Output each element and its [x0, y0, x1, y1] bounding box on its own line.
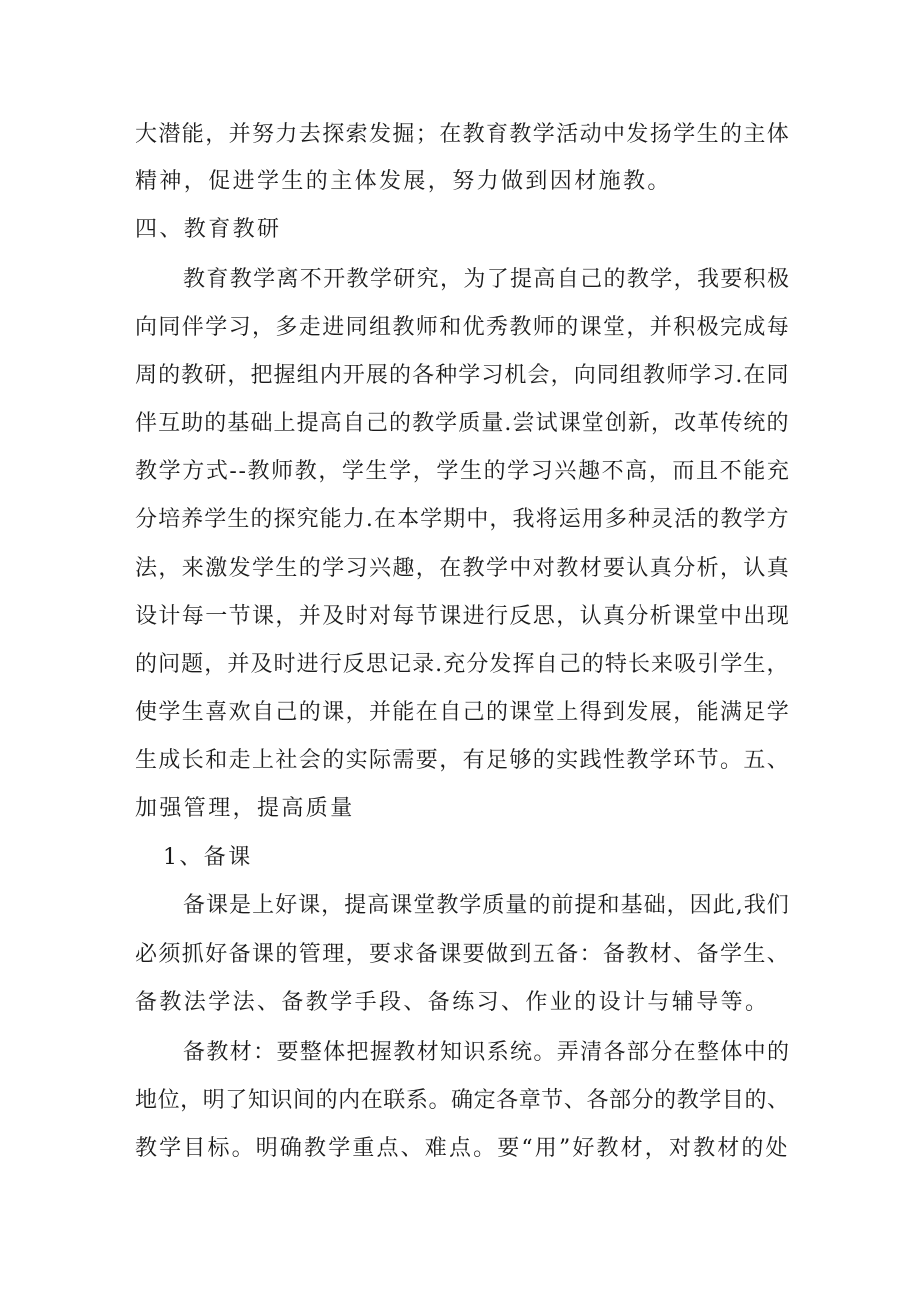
section-heading-5: 加强管理，提高质量	[135, 796, 355, 821]
text-line-21: 地位，明了知识间的内在联系。确定各章节、各部分的教学目的、	[135, 1088, 790, 1113]
text-line-18: 必须抓好备课的管理，要求备课要做到五备：备教材、备学生、	[135, 942, 791, 967]
text-line-20: 备教材：要整体把握教材知识系统。弄清各部分在整体中的	[183, 1040, 791, 1065]
text-line-17: 备课是上好课，提高课堂教学质量的前提和基础，因此,我们	[183, 893, 790, 918]
text-line-6: 周的教研，把握组内开展的各种学习机会，向同组教师学习.在同	[135, 363, 790, 388]
section-heading-4: 四、教育教研	[135, 217, 282, 242]
text-line-11: 设计每一节课，并及时对每节课进行反思，认真分析课堂中出现	[135, 604, 791, 629]
text-line-4: 教育教学离不开教学研究，为了提高自己的教学，我要积极	[183, 267, 791, 292]
text-line-5: 向同伴学习，多走进同组教师和优秀教师的课堂，并积极完成每	[135, 315, 791, 340]
text-line-22: 教学目标。明确教学重点、难点。要“用”好教材，对教材的处	[135, 1136, 790, 1161]
subsection-heading-1: 1、备课	[163, 845, 253, 870]
text-line-1: 大潜能，并努力去探索发掘；在教育教学活动中发扬学生的主体	[135, 122, 791, 147]
text-line-2: 精神，促进学生的主体发展，努力做到因材施教。	[135, 169, 672, 194]
text-line-10: 法，来激发学生的学习兴趣，在教学中对教材要认真分析，认真	[135, 556, 791, 581]
text-line-13: 使学生喜欢自己的课，并能在自己的课堂上得到发展，能满足学	[135, 700, 791, 725]
text-line-9: 分培养学生的探究能力.在本学期中，我将运用多种灵活的教学方	[135, 507, 790, 532]
text-line-12: 的问题，并及时进行反思记录.充分发挥自己的特长来吸引学生，	[135, 652, 790, 677]
text-line-14: 生成长和走上社会的实际需要，有足够的实践性教学环节。五、	[135, 748, 791, 773]
text-line-19: 备教法学法、备教学手段、备练习、作业的设计与辅导等。	[135, 990, 770, 1015]
text-line-8: 教学方式--教师教，学生学，学生的学习兴趣不高，而且不能充	[135, 459, 791, 484]
text-line-7: 伴互助的基础上提高自己的教学质量.尝试课堂创新，改革传统的	[135, 411, 790, 436]
